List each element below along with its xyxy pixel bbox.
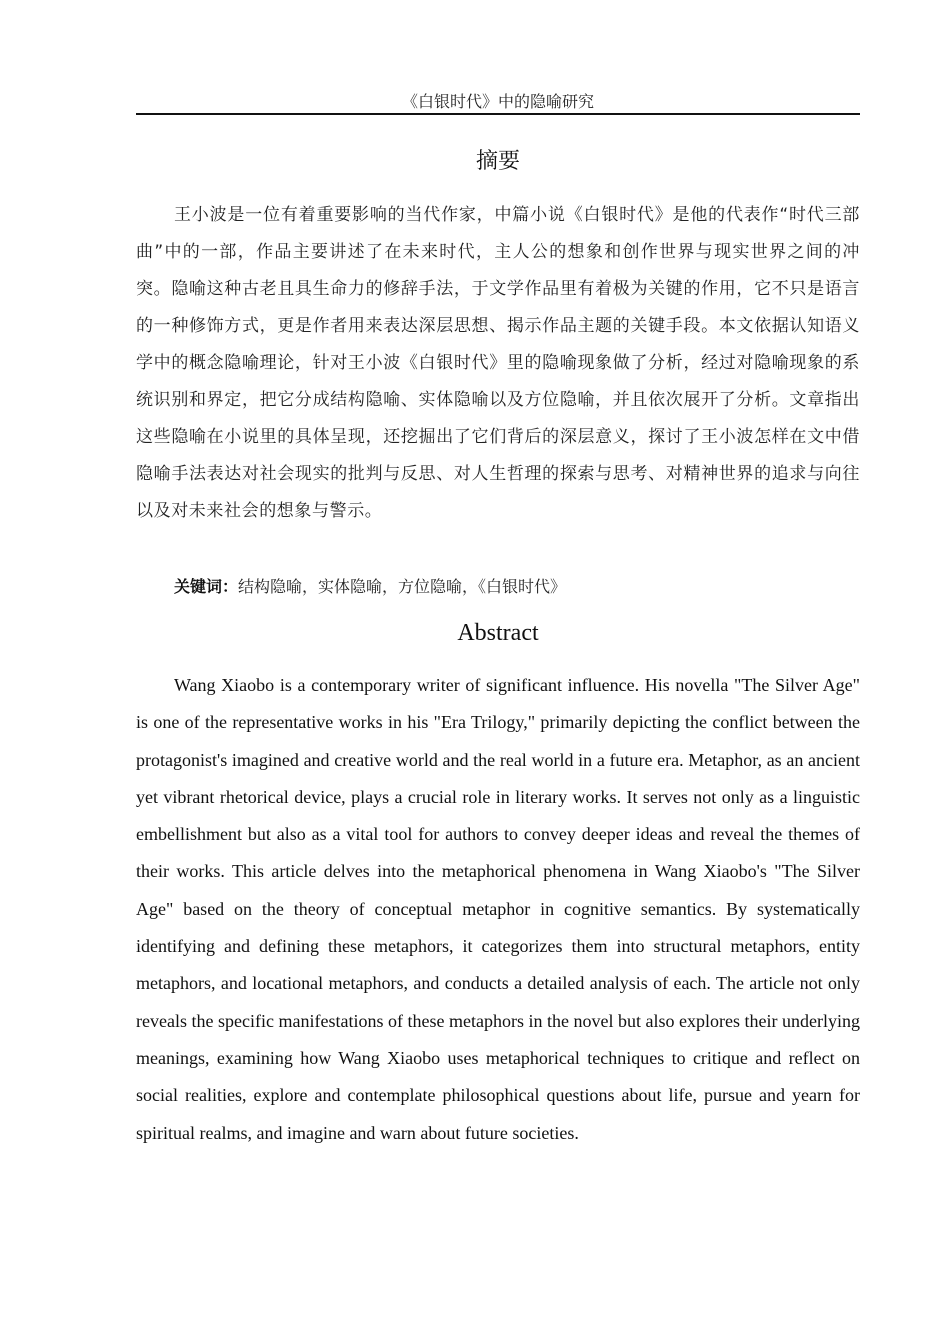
chinese-abstract-body: 王小波是一位有着重要影响的当代作家，中篇小说《白银时代》是他的代表作“时代三部曲”中的一部，作品主要讲述了在未来时代，主人公的想象和创作世界与现实世界之间的冲突。隐喻这种古老且具生命力的修辞手法，于文学作品里有着极为关键的作用，它不只是语言的一种修饰方式，更是作者用来表达深层思想、揭示作品主题的关键手段。本文依据认知语义学中的概念隐喻理论，针对王小波《白银时代》里的隐喻现象做了分析，经过对隐喻现象的系统识别和界定，把它分成结构隐喻、实体隐喻以及方位隐喻，并且依次展开了分析。文章指出这些隐喻在小说里的具体呈现，还挖掘出了它们背后的深层意义，探讨了王小波怎样在文中借隐喻手法表达对社会现实的批判与反思、对人生哲理的探索与思考、对精神世界的追求与向往以及对未来社会的想象与警示。 — [136, 205, 860, 521]
running-header: 《白银时代》中的隐喻研究 — [401, 92, 594, 111]
keywords-list: 结构隐喻，实体隐喻，方位隐喻，《白银时代》 — [238, 577, 567, 596]
header-rule-divider — [136, 113, 860, 115]
chinese-abstract-title: 摘要 — [475, 149, 520, 174]
keywords-label: 关键词： — [174, 577, 239, 596]
english-abstract-title: Abstract — [457, 620, 539, 646]
keywords-line — [174, 568, 860, 605]
english-abstract-body: Wang Xiaobo is a contemporary writer of significant influence. His novella "The Silver Age" is one of the representative works in his "Era Trilogy," primarily depicting the conflict between the protagonist's imagined and creative world and the real world in a future era. Metaphor, as an ancient yet vibrant rhetorical device, plays a crucial role in literary works. It serves not only as a linguistic embellishment but also as a vital tool for authors to convey deeper ideas and reveal the themes of their works. This article delves into the metaphorical phenomena in Wang Xiaobo's "The Silver Age" based on the theory of conceptual metaphor in cognitive semantics. By systematically identifying and defining these metaphors, it categorizes them into structural metaphors, entity metaphors, and locational metaphors, and conducts a detailed analysis of each. The article not only reveals the specific manifestations of these metaphors in the novel but also explores their underlying meanings, examining how Wang Xiaobo uses metaphorical techniques to critique and reflect on social realities, explore and contemplate philosophical questions about life, pursue and yearn for spiritual realms, and imagine and warn about future societies. — [136, 675, 860, 1143]
